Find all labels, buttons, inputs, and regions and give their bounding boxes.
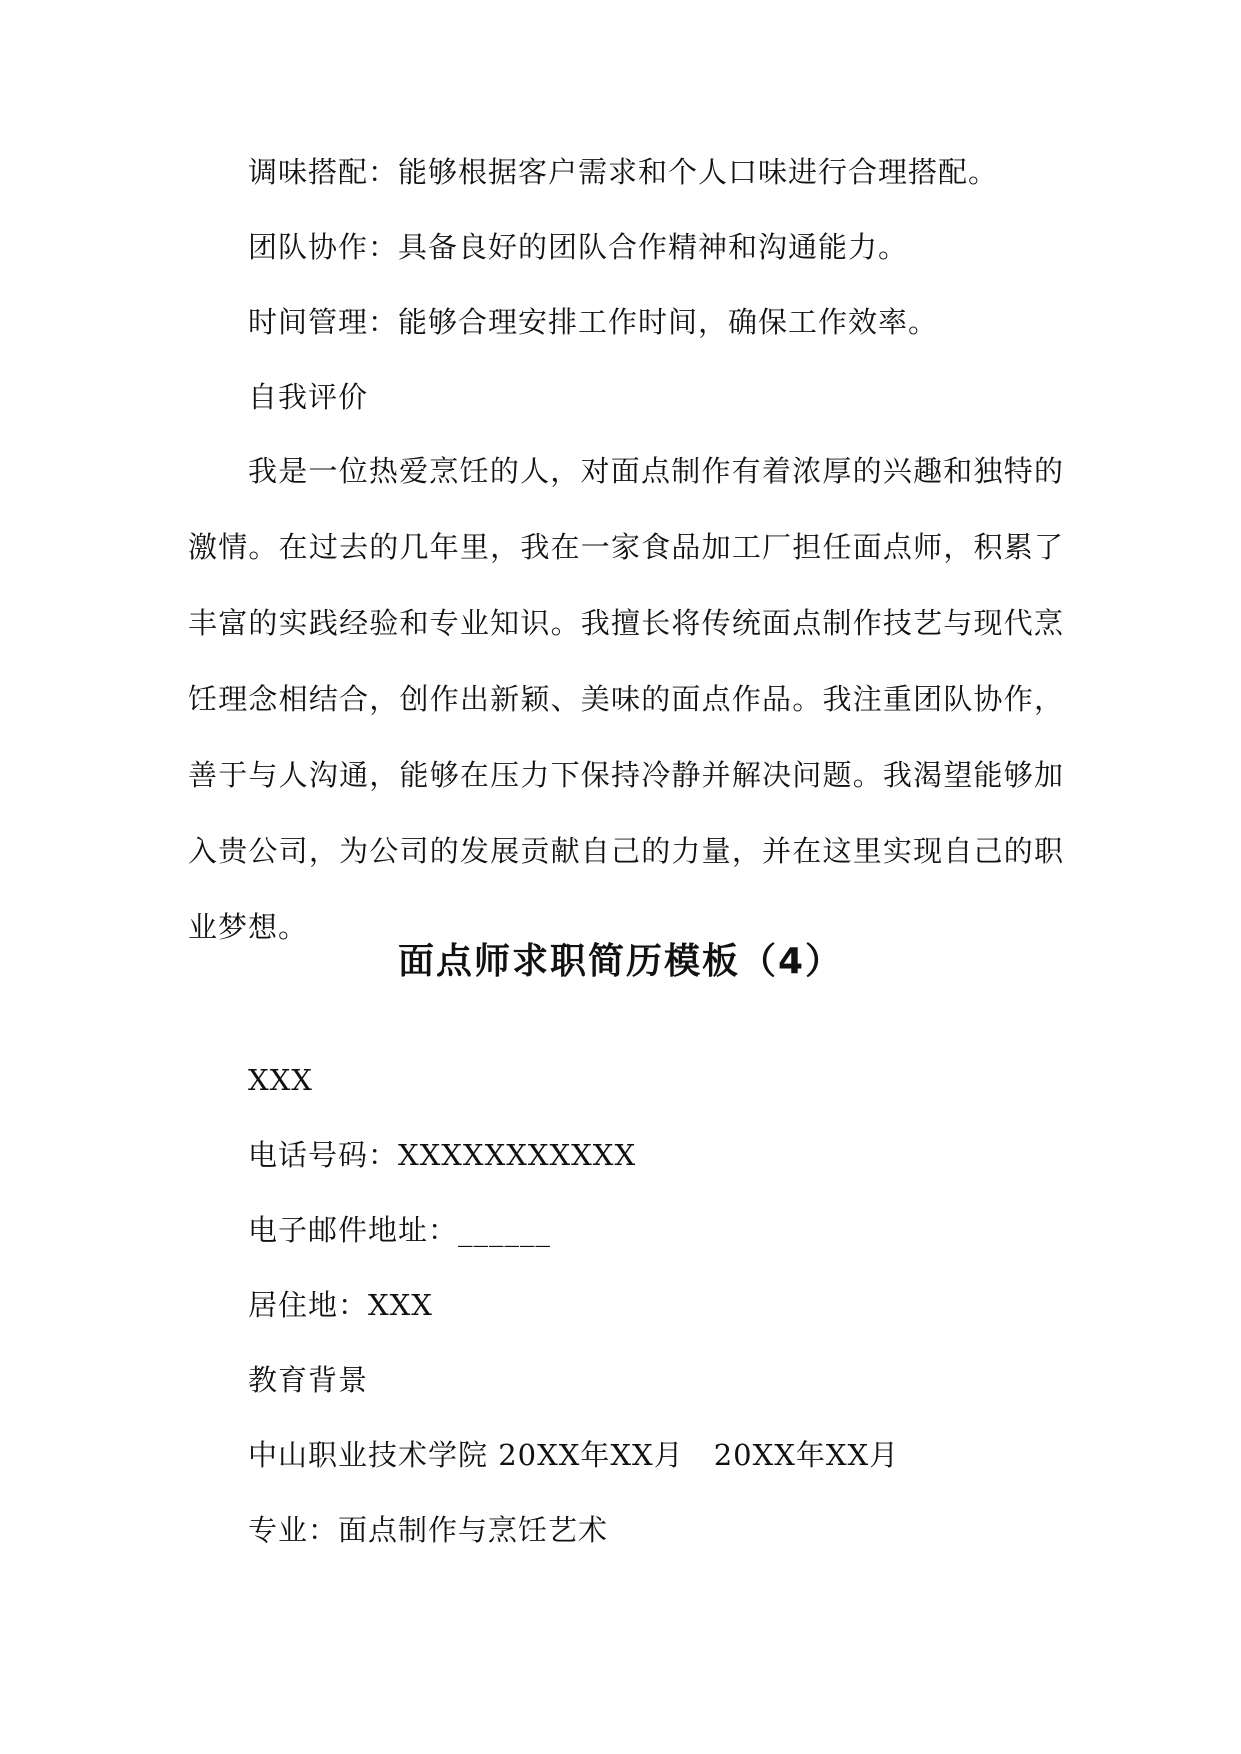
resume-title: 面点师求职简历模板（4） — [397, 941, 844, 982]
skill-time-management: 时间管理：能够合理安排工作时间，确保工作效率。 — [248, 305, 939, 339]
skill-seasoning: 调味搭配：能够根据客户需求和个人口味进行合理搭配。 — [248, 155, 999, 189]
education-heading: 教育背景 — [248, 1363, 369, 1397]
major: 专业：面点制作与烹饪艺术 — [248, 1513, 609, 1547]
education-entry: 中山职业技术学院 20XX年XX月 20XX年XX月 — [248, 1438, 900, 1472]
email-address: 电子邮件地址：______ — [248, 1213, 552, 1247]
candidate-name: XXX — [248, 1063, 313, 1097]
self-evaluation-paragraph: 我是一位热爱烹饪的人，对面点制作有着浓厚的兴趣和独特的激情。在过去的几年里，我在一家食品加工厂担任面点师，积累了丰富的实践经验和专业知识。我擅长将传统面点制作技艺与现代烹饪理念相结合，创作出新颖、美味的面点作品。我注重团队协作，善于与人沟通，能够在压力下保持冷静并解决问题。我渴望能够加入贵公司，为公司的发展贡献自己的力量，并在这里实现自己的职业梦想。 — [188, 454, 1064, 944]
phone-number: 电话号码：XXXXXXXXXXX — [248, 1138, 637, 1172]
self-evaluation-heading: 自我评价 — [248, 380, 369, 414]
residence: 居住地：XXX — [248, 1288, 433, 1322]
skill-teamwork: 团队协作：具备良好的团队合作精神和沟通能力。 — [248, 230, 909, 264]
